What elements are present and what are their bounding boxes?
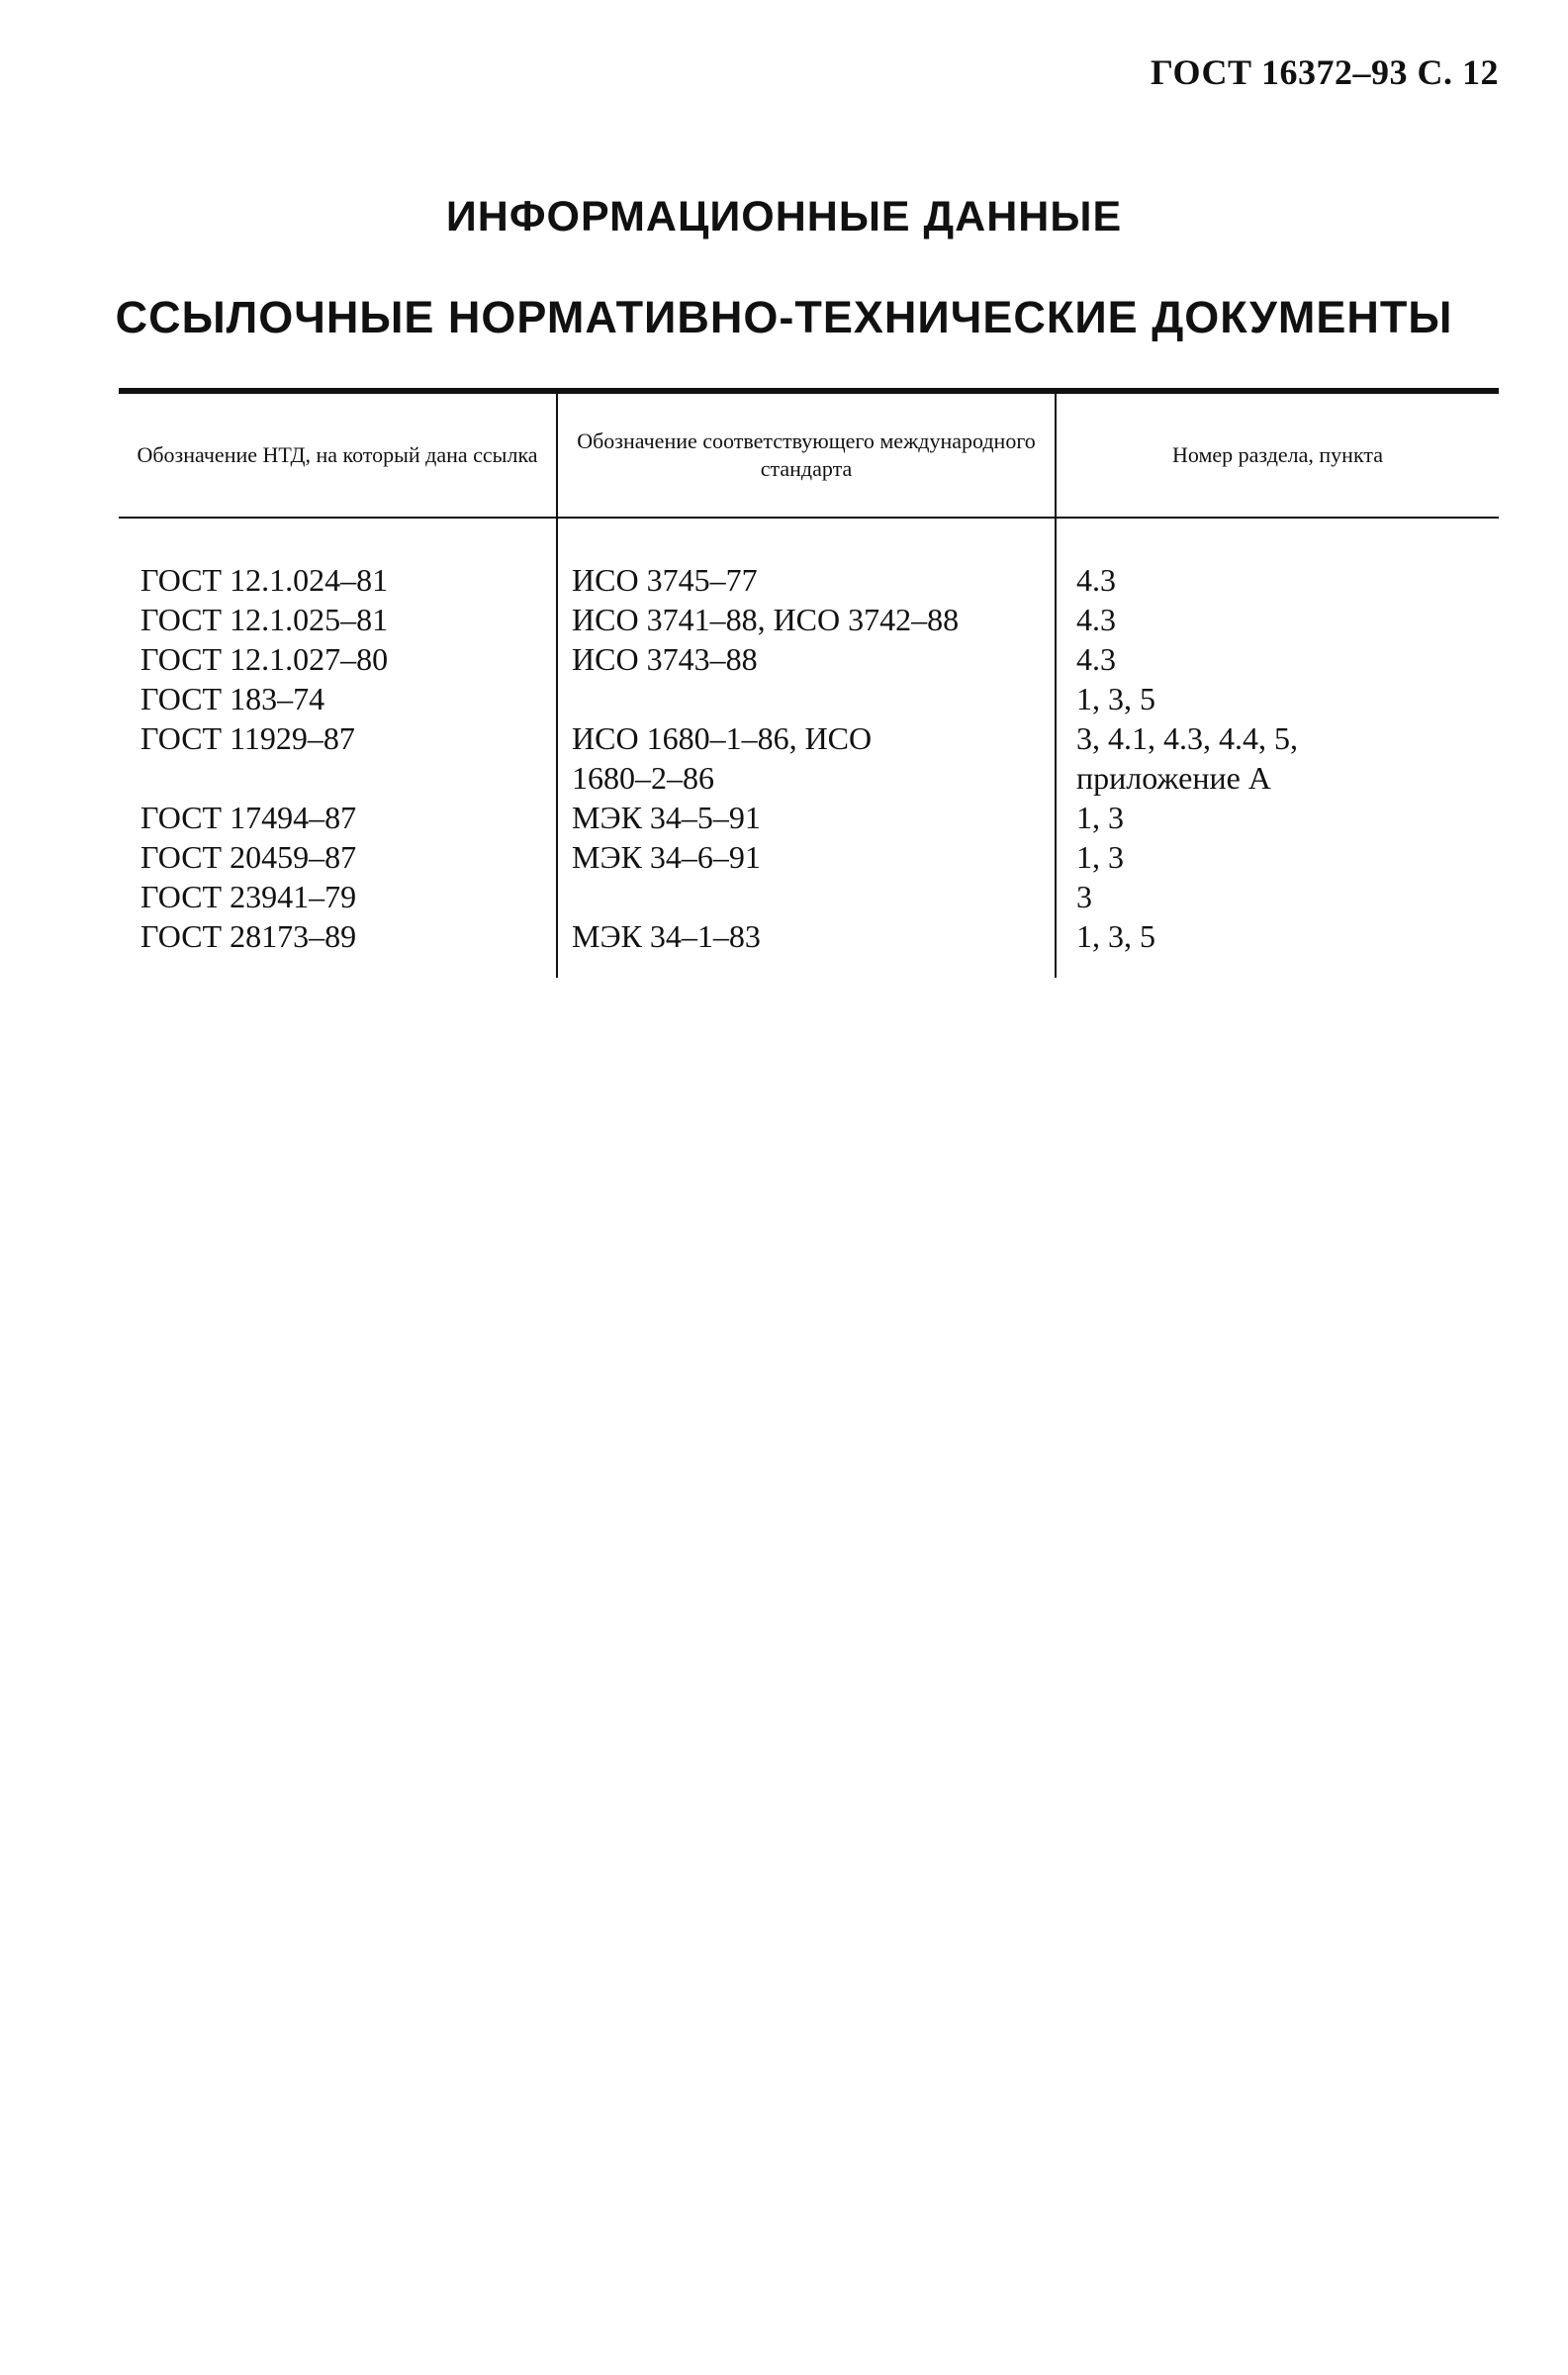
table-header-row: [119, 394, 1499, 519]
cell-ntd: ГОСТ 17494–87: [140, 800, 357, 835]
table-row: [119, 916, 1499, 956]
cell-section: приложение А: [1055, 758, 1499, 798]
cell-ntd: ГОСТ 12.1.024–81: [140, 562, 389, 598]
header-section-number: Номер раздела, пункта: [1055, 394, 1499, 517]
table-row: [119, 679, 1499, 718]
section-title: ССЫЛОЧНЫЕ НОРМАТИВНО-ТЕХНИЧЕСКИЕ ДОКУМЕНТЫ: [115, 292, 1453, 342]
cell-intl: 1680–2–86: [556, 758, 1055, 798]
table-row: [119, 798, 1499, 837]
cell-section: 4.3: [1055, 639, 1499, 679]
document-title: ИНФОРМАЦИОННЫЕ ДАННЫЕ: [445, 193, 1123, 240]
cell-section: 1, 3: [1055, 798, 1499, 837]
cell-section: 4.3: [1055, 560, 1499, 600]
cell-ntd: ГОСТ 11929–87: [140, 720, 355, 756]
cell-section: 3, 4.1, 4.3, 4.4, 5,: [1055, 718, 1499, 758]
table-row-continuation: [119, 758, 1499, 798]
references-table: [119, 388, 1499, 978]
header-international-standard: Обозначение соответствующего международного стандарта: [556, 394, 1055, 517]
table-row: [119, 639, 1499, 679]
cell-section: 4.3: [1055, 600, 1499, 639]
cell-intl: ИСО 3745–77: [556, 560, 1055, 600]
cell-intl: [556, 679, 1055, 718]
cell-ntd: [119, 758, 556, 798]
cell-ntd: ГОСТ 23941–79: [140, 879, 357, 914]
cell-section: 1, 3, 5: [1055, 679, 1499, 718]
table-row: [119, 600, 1499, 639]
table-row: [119, 837, 1499, 877]
table-row: [119, 718, 1499, 758]
table-tail: [119, 956, 1499, 978]
cell-intl: ИСО 1680–1–86, ИСО: [556, 718, 1055, 758]
cell-intl: МЭК 34–1–83: [556, 916, 1055, 956]
cell-ntd: ГОСТ 12.1.025–81: [140, 602, 389, 637]
cell-intl: [556, 877, 1055, 916]
cell-intl: ИСО 3741–88, ИСО 3742–88: [556, 600, 1055, 639]
cell-ntd: ГОСТ 183–74: [140, 681, 325, 716]
cell-intl: МЭК 34–6–91: [556, 837, 1055, 877]
cell-ntd: ГОСТ 20459–87: [140, 839, 357, 875]
cell-section: 1, 3, 5: [1055, 916, 1499, 956]
cell-section: 1, 3: [1055, 837, 1499, 877]
table-row: [119, 560, 1499, 600]
page-header: ГОСТ 16372–93 С. 12: [1151, 52, 1499, 92]
header-ntd: Обозначение НТД, на который дана ссылка: [137, 442, 538, 467]
cell-ntd: ГОСТ 28173–89: [140, 918, 357, 954]
table-spacer: [119, 519, 1499, 560]
cell-intl: МЭК 34–5–91: [556, 798, 1055, 837]
cell-intl: ИСО 3743–88: [556, 639, 1055, 679]
table-row: [119, 877, 1499, 916]
cell-section: 3: [1055, 877, 1499, 916]
cell-ntd: ГОСТ 12.1.027–80: [140, 641, 389, 677]
